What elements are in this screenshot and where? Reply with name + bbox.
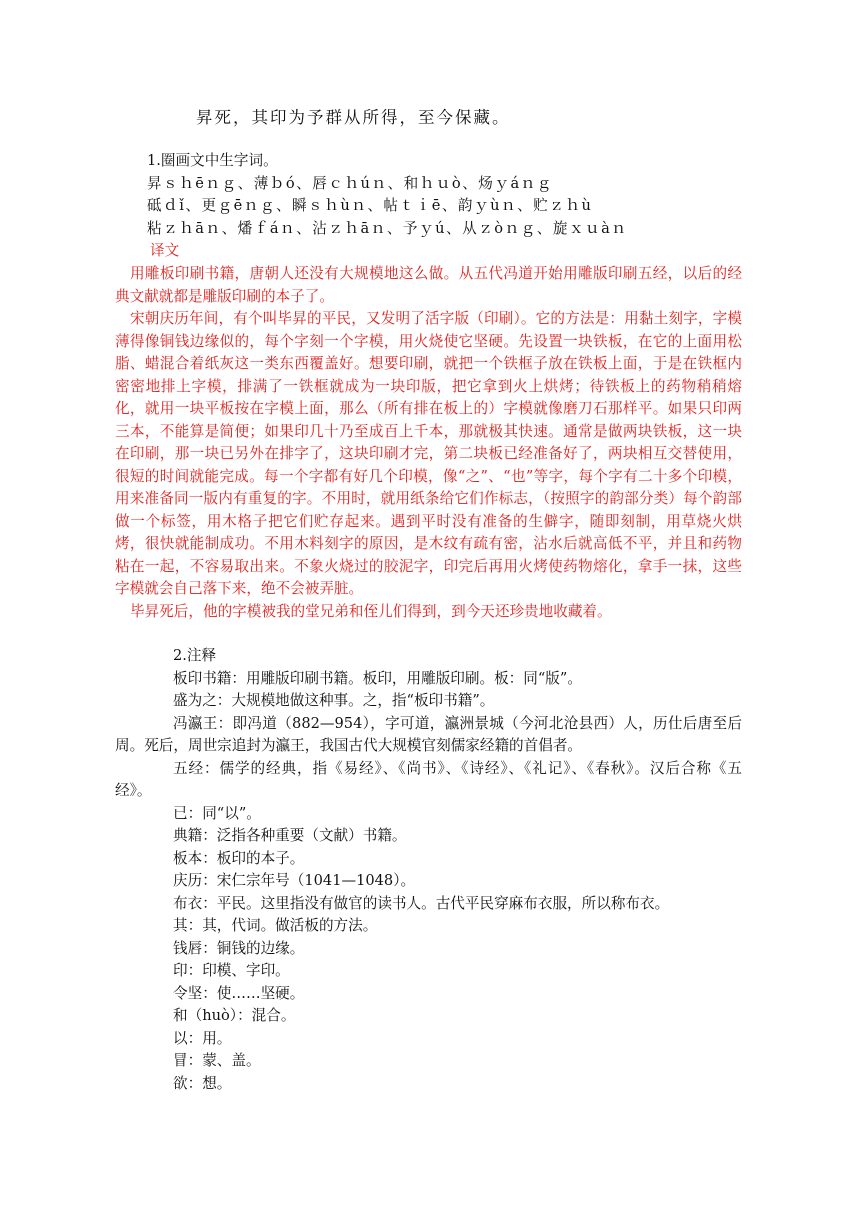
note-item: 典籍：泛指各种重要（文献）书籍。 (173, 827, 407, 844)
vocab-heading: 1.圈画文中生字词。 (147, 152, 278, 169)
translation-section (115, 263, 742, 623)
vocab-line: 砥ｄǐ、更ｇēｎｇ、瞬ｓｈùｎ、帖ｔｉē、韵ｙùｎ、贮ｚｈù (147, 197, 593, 214)
note-item: 板本：板印的本子。 (173, 849, 305, 867)
note-item: 冯瀛王：即冯道（882—954），字可道，瀛洲景城（今河北沧县西）人，历仕后唐至后周。死后，周世宗追封为瀛王，我国古代大规模官刻儒家经籍的首倡者。 (115, 714, 742, 754)
note-item: 板印书籍：用雕版印刷书籍。板印，用雕版印刷。板：同“版”。 (173, 669, 582, 687)
translation-paragraph: 毕昇死后，他的字模被我的堂兄弟和侄儿们得到，到今天还珍贵地收藏着。 (130, 602, 612, 620)
note-item: 和（huò）：混合。 (173, 1007, 296, 1024)
note-item: 盛为之：大规模地做这种事。之，指“板印书籍”。 (173, 692, 495, 709)
translation-paragraph: 用雕板印刷书籍，唐朝人还没有大规模地这么做。从五代冯道开始用雕版印刷五经，以后的经典文献就都是雕版印刷的本子了。 (115, 265, 742, 305)
note-item: 庆历：宋仁宗年号（1041—1048）。 (173, 872, 416, 889)
note-item: 以：用。 (173, 1029, 232, 1047)
classical-quote-line: 昇死，其印为予群从所得，至今保藏。 (196, 108, 511, 127)
note-item: 令坚：使……坚硬。 (173, 984, 305, 1002)
note-item: 五经：儒学的经典，指《易经》、《尚书》、《诗经》、《礼记》、《春秋》。汉后合称《五经》。 (115, 759, 742, 799)
translation-paragraph: 宋朝庆历年间，有个叫毕昇的平民，又发明了活字版（印刷）。它的方法是：用黏土刻字，字模薄得像铜钱边缘似的，每个字刻一个字模，用火烧使它坚硬。先设置一块铁板，在它的上面用松脂、蜡混合着纸灰这一类东西覆盖好。想要印刷，就把一个铁框子放在铁板上面，于是在铁框内密密地排上字模，排满了一铁框就成为一块印版，把它拿到火上烘烤；待铁板上的药物稍稍熔化，就用一块平板按在字模上面，那么（所有排在板上的）字模就像磨刀石那样平。如果只印两三本，不能算是简便；如果印几十乃至成百上千本，那就极其快速。通常是做两块铁板，这一块在印刷，那一块已另外在排字了，这块印刷才完，第二块板已经准备好了，两块相互交替使用，很短的时间就能完成。每一个字都有好几个印模，像“之”、“也”等字，每个字有二十多个印模，用来准备同一版内有重复的字。不用时，就用纸条给它们作标志，（按照字的韵部分类）每个韵部做一个标签，用木格子把它们贮存起来。遇到平时没有准备的生僻字，随即刻制，用草烧火烘烤，很快就能制成功。不用木料刻字的原因，是木纹有疏有密，沾水后就高低不平，并且和药物粘在一起，不容易取出来。不象火烧过的胶泥字，印完后再用火烤使药物熔化，拿手一抹，这些字模就会自己落下来，绝不会被弄脏。 (115, 310, 742, 597)
note-item: 冒：蒙、盖。 (173, 1052, 261, 1069)
vocab-line: 昇ｓｈēｎｇ、薄ｂó、唇ｃｈúｎ、和ｈｕò、炀ｙáｎｇ (147, 174, 553, 192)
notes-heading: 2.注释 (173, 647, 217, 664)
note-item: 钱唇：铜钱的边缘。 (173, 939, 305, 957)
vocab-line: 粘ｚｈāｎ、燔ｆáｎ、沾ｚｈāｎ、予ｙú、从ｚòｎｇ、旋ｘｕàｎ (147, 219, 628, 237)
translation-heading: 译文 (150, 242, 180, 259)
note-item: 欲：想。 (173, 1074, 232, 1092)
note-item: 其：其，代词。做活板的方法。 (173, 917, 378, 934)
note-item: 已：同“以”。 (173, 804, 261, 822)
note-item: 印：印模、字印。 (173, 962, 290, 979)
note-item: 布衣：平民。这里指没有做官的读书人。古代平民穿麻布衣服，所以称布衣。 (173, 894, 670, 912)
notes-section (115, 645, 742, 1095)
vocab-section (115, 150, 742, 263)
